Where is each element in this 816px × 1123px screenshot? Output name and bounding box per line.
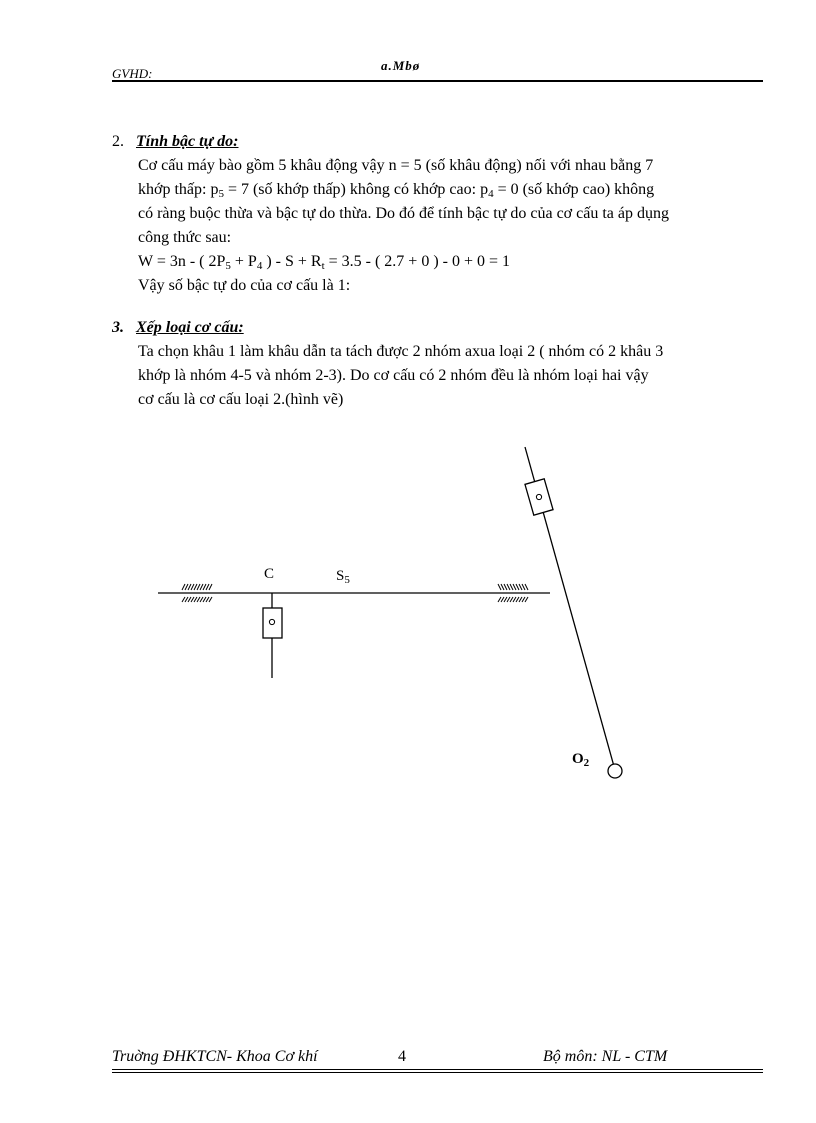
section-title: Xếp loại cơ cấu:: [136, 319, 244, 336]
header-instructor-label: GVHD:: [112, 66, 153, 81]
slider-pin-c: [269, 619, 274, 624]
label-c: C: [264, 566, 275, 582]
body-line: cơ cấu là cơ cấu loại 2.(hình vẽ): [138, 391, 344, 408]
section-number: 2.: [112, 133, 124, 150]
section-title: Tính bậc tự do:: [136, 133, 239, 150]
footer-page-number: 4: [398, 1048, 406, 1065]
footer-rule-top: [112, 1069, 763, 1070]
label-o2: $O_2$: [572, 751, 590, 769]
body-line: Ta chọn khâu 1 làm khâu dẫn ta tách được 2 nhóm axua loại 2 ( nhóm có 2 khâu 3: [138, 343, 664, 360]
conclusion-line: Vậy số bậc tự do của cơ cấu là 1:: [138, 277, 351, 294]
body-line: Cơ cấu máy bào gồm 5 khâu động vậy n = 5 (số khâu động) nối với nhau bằng 7: [138, 157, 654, 174]
label-s5: $S_5$: [336, 568, 350, 586]
pivot-o2-joint: [608, 764, 622, 778]
slider-pin-rocker: [536, 494, 541, 499]
body-line: công thức sau:: [138, 229, 232, 246]
body-line: khớp là nhóm 4-5 và nhóm 2-3). Do cơ cấu có 2 nhóm đều là nhóm loại hai vậy: [138, 367, 649, 384]
body-line: khớp thấp: $p_5 = 7$ (số khớp thấp) không có khớp cao: $p_4 = 0$ (số khớp cao) không: [138, 181, 655, 200]
footer-rule-bottom: [112, 1072, 763, 1073]
footer-department: Bộ môn: NL - CTM: [543, 1048, 668, 1065]
dof-formula: W = 3n - ( $2P_5 + P_4$ ) - $S + R_t = 3.5$ - ( 2.7 + 0 ) - 0 + 0 = 1: [138, 253, 511, 272]
footer-school: Truờng ĐHKTCN- Khoa Cơ khí: [112, 1048, 318, 1065]
section-number: 3.: [112, 319, 124, 336]
header-ornament: a.Mbø: [381, 58, 421, 73]
body-line: có ràng buộc thừa và bậc tự do thừa. Do đó để tính bậc tự do của cơ cấu ta áp dụng: [138, 205, 669, 222]
